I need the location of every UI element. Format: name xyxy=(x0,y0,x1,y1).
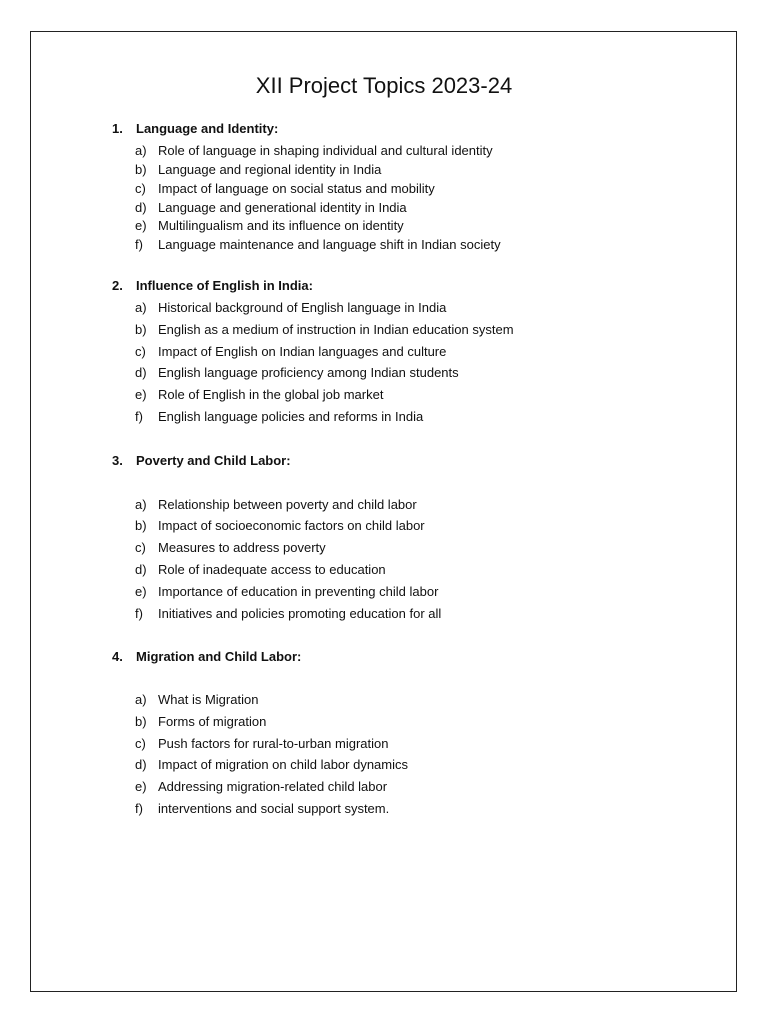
item-letter: c) xyxy=(135,540,146,555)
item-letter: a) xyxy=(135,143,147,158)
section-number: 3. xyxy=(112,453,123,468)
section-heading xyxy=(112,649,301,664)
item-text: Push factors for rural-to-urban migration xyxy=(158,736,389,751)
item-letter: b) xyxy=(135,518,147,533)
item-letter: f) xyxy=(135,409,143,424)
item-letter: a) xyxy=(135,497,147,512)
section-title: Influence of English in India: xyxy=(136,278,313,293)
item-text: Impact of socioeconomic factors on child labor xyxy=(158,518,425,533)
item-text: Measures to address poverty xyxy=(158,540,326,555)
list-item xyxy=(135,218,404,233)
item-text: Impact of migration on child labor dynamics xyxy=(158,757,409,772)
item-text: interventions and social support system. xyxy=(158,801,390,816)
item-letter: d) xyxy=(135,365,147,380)
list-item xyxy=(135,409,423,424)
item-letter: b) xyxy=(135,714,147,729)
list-item xyxy=(135,562,386,577)
item-letter: e) xyxy=(135,387,147,402)
list-item xyxy=(135,779,387,794)
list-item xyxy=(135,237,501,252)
list-item xyxy=(135,757,408,772)
item-text: Multilingualism and its influence on identity xyxy=(158,218,404,233)
section-number: 2. xyxy=(112,278,123,293)
item-letter: d) xyxy=(135,757,147,772)
item-letter: a) xyxy=(135,692,147,707)
item-text: What is Migration xyxy=(158,692,259,707)
section-number: 4. xyxy=(112,649,123,664)
list-item xyxy=(135,518,425,533)
section-title: Migration and Child Labor: xyxy=(136,649,302,664)
item-letter: b) xyxy=(135,162,147,177)
section-title: Language and Identity: xyxy=(136,121,279,136)
item-letter: e) xyxy=(135,779,147,794)
section-heading xyxy=(112,121,278,136)
section-heading xyxy=(112,453,291,468)
list-item xyxy=(135,584,438,599)
list-item xyxy=(135,200,407,215)
item-text: Impact of language on social status and mobility xyxy=(158,181,435,196)
item-letter: f) xyxy=(135,801,143,816)
item-text: Importance of education in preventing child labor xyxy=(158,584,439,599)
list-item xyxy=(135,344,446,359)
item-text: English language proficiency among Indian students xyxy=(158,365,459,380)
list-item xyxy=(135,365,459,380)
item-text: Initiatives and policies promoting education for all xyxy=(158,606,442,621)
item-text: English language policies and reforms in India xyxy=(158,409,424,424)
item-letter: b) xyxy=(135,322,147,337)
item-text: Role of language in shaping individual and cultural identity xyxy=(158,143,493,158)
section-title: Poverty and Child Labor: xyxy=(136,453,291,468)
item-letter: a) xyxy=(135,300,147,315)
list-item xyxy=(135,162,381,177)
item-text: Forms of migration xyxy=(158,714,267,729)
item-text: Language and regional identity in India xyxy=(158,162,382,177)
item-text: Impact of English on Indian languages and culture xyxy=(158,344,447,359)
section-number: 1. xyxy=(112,121,123,136)
item-letter: f) xyxy=(135,606,143,621)
item-text: English as a medium of instruction in Indian education system xyxy=(158,322,514,337)
list-item xyxy=(135,143,493,158)
list-item xyxy=(135,497,417,512)
list-item xyxy=(135,540,326,555)
list-item xyxy=(135,322,514,337)
item-letter: c) xyxy=(135,344,146,359)
item-text: Historical background of English language in India xyxy=(158,300,447,315)
list-item xyxy=(135,606,441,621)
item-letter: e) xyxy=(135,218,147,233)
list-item xyxy=(135,300,446,315)
list-item xyxy=(135,181,435,196)
list-item xyxy=(135,714,266,729)
item-letter: f) xyxy=(135,237,143,252)
item-letter: c) xyxy=(135,736,146,751)
list-item xyxy=(135,801,389,816)
item-letter: d) xyxy=(135,200,147,215)
list-item xyxy=(135,387,383,402)
list-item xyxy=(135,692,258,707)
item-letter: e) xyxy=(135,584,147,599)
item-text: Addressing migration-related child labor xyxy=(158,779,388,794)
item-text: Role of inadequate access to education xyxy=(158,562,386,577)
item-letter: d) xyxy=(135,562,147,577)
section-heading xyxy=(112,278,313,293)
item-letter: c) xyxy=(135,181,146,196)
list-item xyxy=(135,736,388,751)
document-title: XII Project Topics 2023-24 xyxy=(255,73,513,98)
item-text: Role of English in the global job market xyxy=(158,387,384,402)
item-text: Language and generational identity in India xyxy=(158,200,407,215)
item-text: Relationship between poverty and child labor xyxy=(158,497,417,512)
item-text: Language maintenance and language shift in Indian society xyxy=(158,237,501,252)
